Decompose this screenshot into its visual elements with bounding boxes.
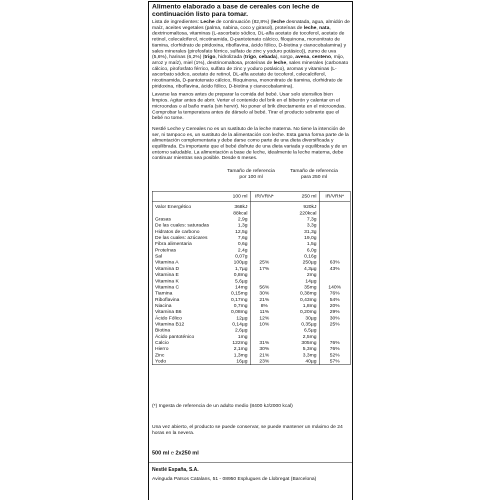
value-per-100ml: 0,14µg bbox=[232, 321, 248, 327]
nutrient-name: Fibra alimentaria bbox=[155, 241, 192, 247]
value-per-250ml: 0,35µg bbox=[301, 321, 317, 327]
per-100ml-column-header: 100 ml bbox=[224, 191, 250, 202]
value-per-100ml: 1,3g bbox=[237, 222, 248, 229]
ingredient-text: Lista de ingredientes: bbox=[152, 19, 201, 25]
value-per-100ml: 122mg bbox=[232, 339, 248, 346]
nutrition-row bbox=[152, 202, 350, 217]
nutrient-name: De las cuales: azúcares bbox=[155, 235, 208, 241]
nutrient-name: Vitamina E bbox=[155, 272, 179, 278]
value-per-250ml: 0,16g bbox=[304, 253, 317, 260]
nutrient-name: Proteínas bbox=[155, 247, 177, 253]
net-content: 500 ml ℮ 2x250 ml bbox=[152, 450, 199, 456]
nutrient-name: Calcio bbox=[155, 339, 169, 346]
nutrient-name: Yodo bbox=[155, 358, 167, 364]
allergen-text: centeno bbox=[312, 54, 331, 60]
value-per-100ml: 0,17mg bbox=[231, 296, 248, 303]
value-per-100ml: 0,15mg bbox=[231, 290, 248, 297]
allergen-text: nata bbox=[319, 24, 330, 31]
ri-per-250ml: 76% bbox=[319, 346, 350, 352]
value-per-250ml-line: 220kcal bbox=[299, 210, 317, 216]
value-per-100ml: 0,6g bbox=[237, 241, 248, 247]
ri-per-250ml: 52% bbox=[319, 352, 350, 358]
value-per-250ml: 2,5mg bbox=[302, 333, 317, 340]
value-per-100ml bbox=[224, 202, 250, 217]
value-per-250ml: 250µg bbox=[302, 259, 317, 266]
ri-per-100ml: 31% bbox=[250, 340, 278, 346]
nutrition-headings bbox=[152, 168, 350, 180]
nutrient-name: Niacina bbox=[155, 302, 172, 309]
value-per-100ml: 0,8mg bbox=[233, 272, 248, 278]
divider bbox=[149, 462, 352, 463]
ingredients-text bbox=[152, 19, 350, 89]
ri-per-100ml: 25% bbox=[250, 260, 278, 266]
value-per-250ml: 6,0g bbox=[306, 247, 317, 253]
nutrient-name: Vitamina B12 bbox=[155, 321, 185, 327]
value-per-250ml: 6,5µg bbox=[304, 327, 317, 334]
ri-per-250ml: 20% bbox=[319, 303, 350, 309]
ri-per-250ml: 140% bbox=[319, 284, 350, 290]
nutrient-name: Valor Energético bbox=[155, 203, 192, 210]
ri-per-250ml: 63% bbox=[319, 260, 350, 266]
value-per-250ml: 14µg bbox=[305, 278, 317, 284]
nutrient-name: Vitamina A bbox=[155, 259, 179, 266]
heading-line: Tamaño de referencia bbox=[227, 168, 275, 174]
allergen-text: avena bbox=[295, 54, 310, 60]
ingredient-text: de continuación (82,8%) ( bbox=[214, 19, 273, 25]
value-per-100ml: 7,6g bbox=[237, 235, 248, 241]
ri-per-100ml: 21% bbox=[250, 297, 278, 303]
nutrient-name: Biotina bbox=[155, 327, 171, 334]
ri-per-250ml: 76% bbox=[319, 340, 350, 346]
nutrient-name: Tiamina bbox=[155, 290, 173, 297]
value-per-250ml: 7,3g bbox=[306, 216, 317, 223]
value-per-250ml: 0,20mg bbox=[300, 309, 317, 315]
value-per-100ml: 12µg bbox=[236, 315, 248, 321]
nutrient-name: Vitamina D bbox=[155, 265, 180, 272]
value-per-250ml: 30µg bbox=[305, 315, 317, 321]
value-per-100ml: 2,4g bbox=[237, 247, 248, 253]
ri-per-100ml: 21% bbox=[250, 352, 278, 358]
value-per-100ml: 14mg bbox=[235, 284, 248, 290]
value-per-100ml: 1mg bbox=[237, 333, 248, 340]
nutrient-name: Grasas bbox=[155, 216, 171, 223]
nutrient-column-header bbox=[152, 191, 224, 202]
allergen-text: trigo bbox=[245, 54, 257, 60]
value-per-100ml: 1,3mg bbox=[233, 352, 248, 358]
breastfeeding-notice: Nestlé Leche y Cereales no es un sustituto de la leche materna. No tiene la intención de ser, ni tampoco es, un sustituto de la alimentación con leche. Esta gama forma parte de la alimentación complementaria y debe darse como parte de una dieta diversificada y equilibrada. Es importante que el bebé disfrute de una dieta variada y equilibrada y de un entorno saludable. La alimentación a base de leche, idealmente la leche materna, debe continuar mientras sea posible. Desde 6 meses. bbox=[152, 125, 349, 161]
nutrient-name: De las cuales: saturadas bbox=[155, 222, 210, 229]
value-per-100ml-line: 368kJ bbox=[234, 203, 248, 210]
ri-per-100ml: 30% bbox=[250, 346, 278, 352]
per-250ml-column-header: 250 ml bbox=[278, 191, 319, 202]
value-per-250ml: 1,8mg bbox=[302, 302, 317, 309]
ri-per-100ml bbox=[250, 202, 278, 217]
nutrition-row bbox=[152, 358, 350, 364]
value-per-250ml: 5,3mg bbox=[302, 346, 317, 352]
nutrition-table bbox=[152, 191, 351, 365]
ingredient-text: , dextrinomaltosa, vitaminas (L-ascorbato sódico, DL-alfa acetato de tocoferol, acetato de retinol, colecalciferol, nicotinamida, D-pantotenato cálcico, filoquinona, mononitrato de tiamina, clorhidrato de piridoxina, riboflavina, ácido fólico, D-biotina y cianocobalamina) y sales minerales (pirofosfato férrico, sulfato de zinc y yoduro potásico)), zumo de uva (5,6%), harinas (6,2%) ( bbox=[152, 24, 347, 60]
value-per-100ml: 1,7µg bbox=[235, 265, 248, 272]
ri-per-250ml: 76% bbox=[319, 291, 350, 297]
nutrient-name: Ácido Fólico bbox=[155, 315, 182, 321]
value-per-250ml: 3,3g bbox=[306, 222, 317, 229]
value-per-100ml: 2,1mg bbox=[233, 346, 248, 352]
ri-per-100ml: 10% bbox=[250, 321, 278, 327]
ri-per-250ml: 43% bbox=[319, 266, 350, 272]
heading-line: para 250 ml bbox=[300, 173, 328, 180]
value-per-250ml: 2mg bbox=[306, 272, 317, 278]
product-label bbox=[148, 1, 353, 500]
nutrient-name: Zinc bbox=[155, 352, 165, 358]
nutrient-name: Riboflavina bbox=[155, 296, 180, 303]
nutrient-name: Vitamina K bbox=[155, 278, 179, 284]
nutrient-name: Ácido pantoténico bbox=[155, 333, 195, 340]
preparation-instructions: Lavarse las manos antes de preparar la comida del bebé. Usar solo utensilios bien limpios. Agitar antes de abrir. Verter el contenido del brik en el biberón y calentar en el microondas o al baño maría (sin hervir). No poner el brik directamente en el microondas. Comprobar la temperatura antes de dárselo al bebé. Tirar el producto sobrante que el bebé no tome. bbox=[152, 91, 346, 121]
allergen-text: cebada bbox=[258, 54, 276, 60]
ingredient-text: , hidrolizada ( bbox=[215, 54, 246, 60]
value-per-250ml: 305mg bbox=[301, 339, 317, 346]
storage-instructions: Una vez abierto, el producto se puede conservar, se puede mantener un máximo de 24 horas en la nevera. bbox=[152, 424, 343, 436]
ingredient-text: , mijo, arroz y maíz), miel (1%), dextrinomaltosa, proteínas de bbox=[152, 54, 345, 66]
ingredient-text: , bbox=[309, 54, 313, 60]
ri-per-250ml: 25% bbox=[319, 321, 350, 327]
heading-spacer bbox=[152, 168, 224, 180]
company-name: Nestlé España, S.A. bbox=[152, 467, 199, 473]
ingredient-text: , bbox=[256, 54, 259, 60]
heading-per-250ml bbox=[278, 168, 350, 180]
nutrient-name: Hierro bbox=[155, 346, 169, 352]
ri-per-100ml: 11% bbox=[250, 309, 278, 315]
nutrition-column-headers bbox=[152, 191, 350, 202]
ri-250ml-column-header: IR/VRN* bbox=[319, 191, 350, 202]
label-body bbox=[152, 3, 350, 365]
company-address: Avinguda Països Catalans, 51 - 08950 Esplugues de Llobregat (Barcelona) bbox=[152, 476, 317, 482]
value-per-100ml: 16µg bbox=[236, 358, 248, 364]
allergen-text: leche bbox=[303, 24, 317, 31]
allergen-text: trigo bbox=[204, 54, 216, 60]
value-per-100ml: 12,5g bbox=[235, 228, 248, 235]
value-per-250ml: 19,0g bbox=[304, 235, 317, 241]
allergen-text: Leche bbox=[200, 19, 215, 25]
value-per-250ml: 35mg bbox=[304, 284, 317, 290]
ri-per-250ml: 30% bbox=[319, 315, 350, 321]
nutrient-name: Vitamina C bbox=[155, 284, 180, 290]
value-per-100ml: 2,9g bbox=[237, 216, 248, 223]
heading-per-100ml bbox=[224, 168, 278, 180]
value-per-100ml: 0,7mg bbox=[233, 302, 248, 309]
value-per-250ml: 1,5g bbox=[306, 241, 317, 247]
ri-100ml-column-header: IR/VRN* bbox=[250, 191, 278, 202]
ingredient-text: , bbox=[316, 24, 320, 31]
ri-per-250ml: 57% bbox=[319, 358, 350, 364]
value-per-250ml: 3,3mg bbox=[302, 352, 317, 358]
value-per-250ml: 40µg bbox=[305, 358, 317, 364]
value-per-100ml: 2,6µg bbox=[235, 327, 248, 334]
ingredient-text: ), sorgo, bbox=[275, 54, 296, 60]
reference-intake-footnote: (*) Ingesta de referencia de un adulto medio (8400 kJ/2000 kcal) bbox=[152, 403, 293, 409]
value-per-250ml: 0,38mg bbox=[300, 290, 317, 297]
value-per-100ml: 100µg bbox=[233, 259, 248, 266]
value-per-100ml: 0,08mg bbox=[231, 309, 248, 315]
ri-per-100ml: 23% bbox=[250, 358, 278, 364]
ri-per-250ml: 54% bbox=[319, 297, 350, 303]
product-title: Alimento elaborado a base de cereales con leche de continuación listo para tomar. bbox=[152, 2, 320, 18]
heading-line: por 100 ml bbox=[239, 173, 263, 180]
ri-per-100ml: 30% bbox=[250, 291, 278, 297]
nutrient-name: Vitamina B6 bbox=[155, 309, 182, 315]
ri-per-100ml: 12% bbox=[250, 315, 278, 321]
ri-per-100ml: 56% bbox=[250, 284, 278, 290]
ri-per-250ml: 29% bbox=[319, 309, 350, 315]
nutrition-rows bbox=[152, 191, 350, 365]
nutrient-name: Sal bbox=[155, 253, 163, 260]
value-per-250ml: 4,3µg bbox=[304, 265, 317, 272]
value-per-100ml-line: 88kcal bbox=[233, 210, 248, 216]
nutrient-name: Hidratos de carbono bbox=[155, 228, 200, 235]
ingredient-text: , sales minerales (carbonato cálcico, pirofosfato férrico, sulfato de zinc y yoduro potásico), aromas y vitaminas (L-ascorbato sódico, acetato de retinol, DL-alfa acetato de tocoferol, colecalciferol, nicotinamida, D-pantotenato cálcico, filoquinona, mononitrato de tiamina, clorhidrato de piridoxina, riboflavina, ácido fólico, D-biotina y cianocobalamina). bbox=[152, 59, 349, 89]
value-per-100ml: 5,6µg bbox=[235, 278, 248, 284]
ri-per-100ml: 8% bbox=[250, 303, 278, 309]
value-per-250ml bbox=[278, 202, 319, 217]
allergen-text: leche bbox=[273, 59, 287, 66]
ri-per-100ml: 17% bbox=[250, 266, 278, 272]
value-per-250ml-line: 920kJ bbox=[303, 203, 317, 210]
heading-line: Tamaño de referencia bbox=[290, 168, 338, 174]
allergen-text: leche bbox=[272, 19, 285, 25]
ri-per-250ml bbox=[319, 202, 350, 217]
value-per-250ml: 0,43mg bbox=[300, 296, 317, 303]
value-per-250ml: 31,3g bbox=[304, 228, 317, 235]
value-per-100ml: 0,07g bbox=[235, 253, 248, 260]
ingredient-text: desnatada, agua, almidón de maíz, aceites vegetales (palma, nabina, coco y girasol), proteínas de bbox=[152, 19, 350, 31]
